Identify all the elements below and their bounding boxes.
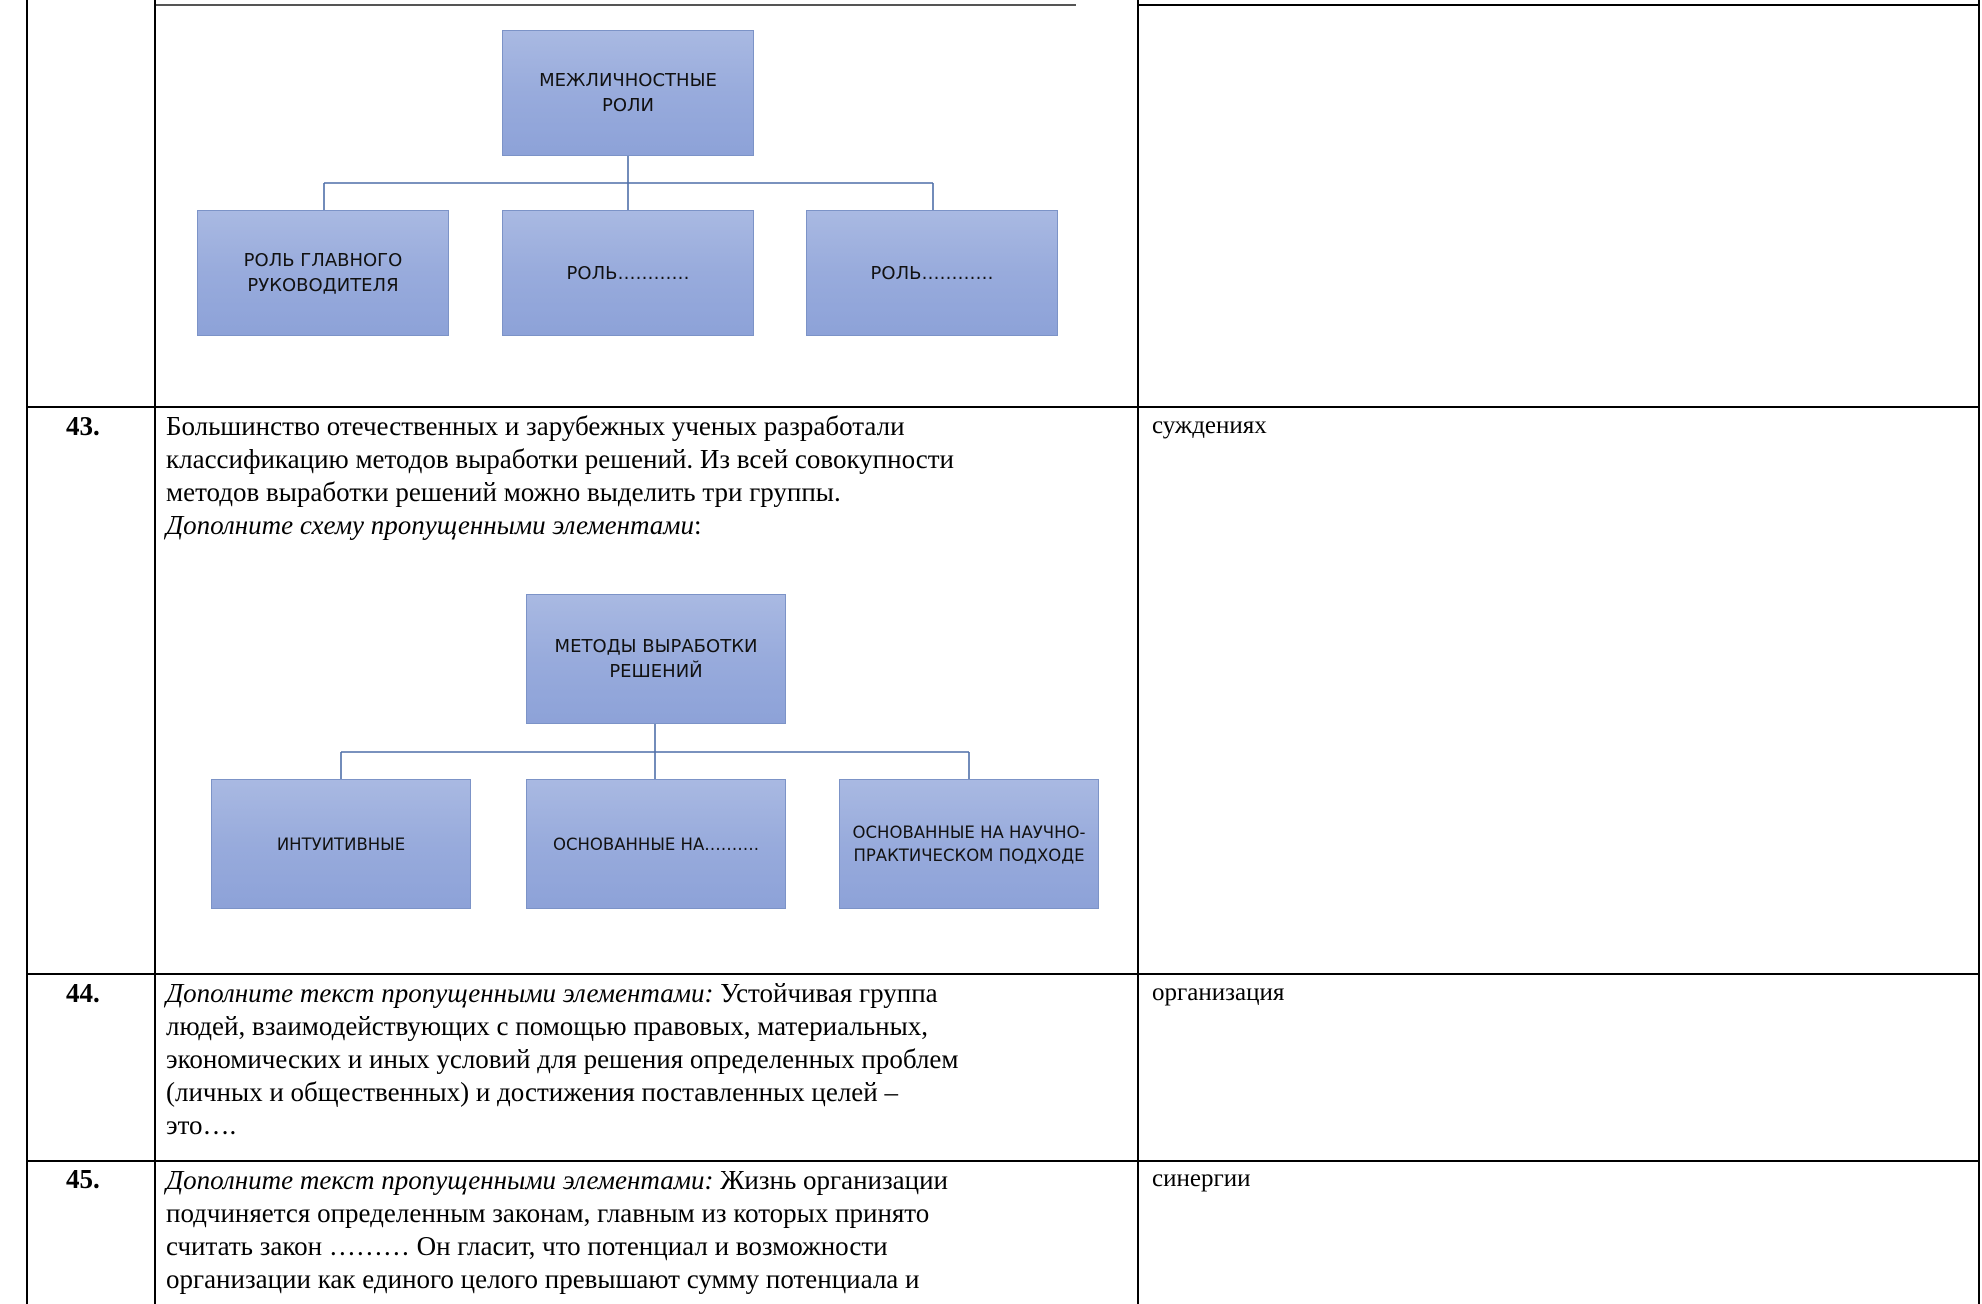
diagram-child-box: РОЛЬ ГЛАВНОГО РУКОВОДИТЕЛЯ <box>197 210 449 336</box>
diagram-root-box: МЕЖЛИЧНОСТНЫЕ РОЛИ <box>502 30 754 156</box>
diagram-child-box: РОЛЬ………… <box>502 210 754 336</box>
question-text <box>166 1164 1134 1296</box>
answer-text: организация <box>1152 979 1285 1006</box>
question-text <box>166 977 1134 1142</box>
answer-text: суждениях <box>1152 412 1267 439</box>
diagram-root-box: МЕТОДЫ ВЫРАБОТКИ РЕШЕНИЙ <box>526 594 786 724</box>
question-punctuation: : <box>694 510 702 540</box>
diagram-child-box: ОСНОВАННЫЕ НА НАУЧНО- ПРАКТИЧЕСКОМ ПОДХОДЕ <box>839 779 1099 909</box>
diagram-child-box: ОСНОВАННЫЕ НА………. <box>526 779 786 909</box>
question-text-body: Большинство отечественных и зарубежных ученых разработали классификацию методов выработки решений. Из всей совокупности методов выработки решений можно выделить три группы. <box>166 411 954 507</box>
diagram-child-box: РОЛЬ………… <box>806 210 1058 336</box>
answer-text: синергии <box>1152 1165 1251 1192</box>
row-number: 43. <box>66 411 100 441</box>
diagram-child-box: ИНТУИТИВНЫЕ <box>211 779 471 909</box>
question-instruction: Дополните текст пропущенными элементами: <box>166 978 714 1008</box>
question-instruction: Дополните текст пропущенными элементами: <box>166 1165 714 1195</box>
row-number: 45. <box>66 1164 100 1194</box>
question-text-body: Жизнь организации подчиняется определенным законам, главным из которых принято считать закон ……… Он гласит, что потенциал и возможности организации как единого целого превышают сумму потенциала и <box>166 1165 948 1294</box>
question-text-body: Устойчивая группа людей, взаимодействующих с помощью правовых, материальных, экономических и иных условий для решения определенных проблем (личных и общественных) и достижения поставленных целей – это…. <box>166 978 959 1140</box>
question-instruction: Дополните схему пропущенными элементами <box>166 510 695 540</box>
row-number: 44. <box>66 978 100 1008</box>
